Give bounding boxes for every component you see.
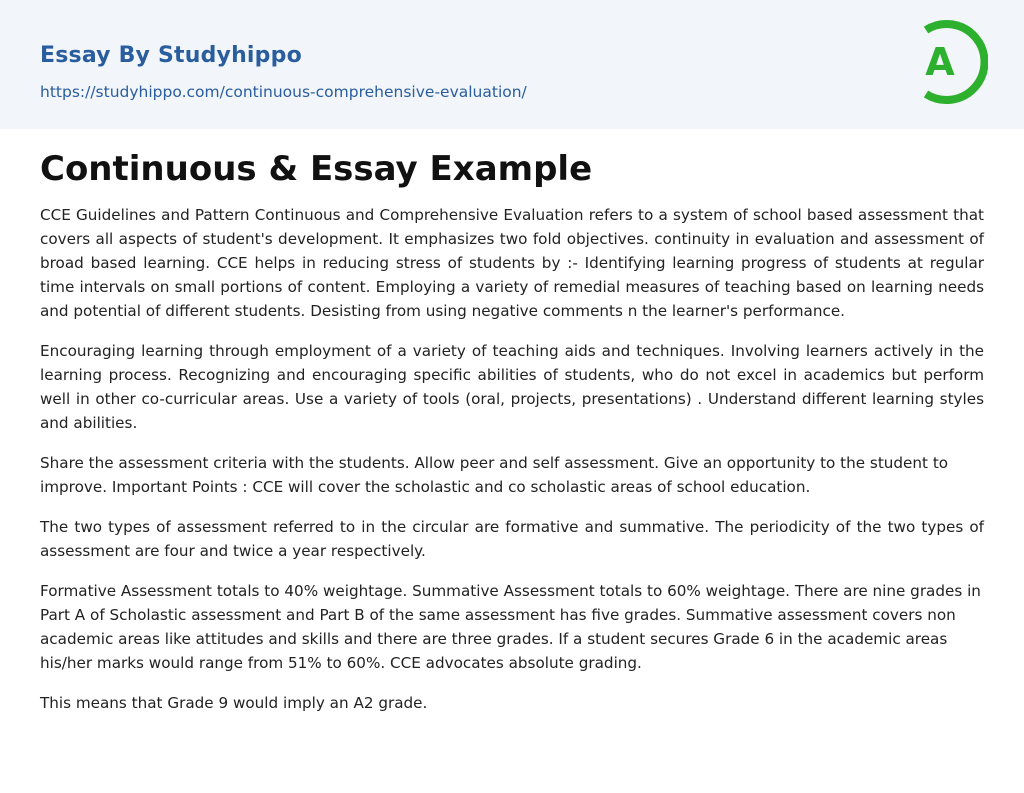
paragraph-5: Formative Assessment totals to 40% weightage. Summative Assessment totals to 60% weightage. There are nine grades in Part A of Scholastic assessment and Part B of the same assessment has five grades. Summative assessment covers non academic areas like attitudes and skills and there are three grades. If a student secures Grade 6 in the academic areas his/her marks would range from 51% to 60%. CCE advocates absolute grading. — [40, 582, 981, 672]
brand-title[interactable]: Essay By Studyhippo — [40, 43, 302, 68]
paragraph-6: This means that Grade 9 would imply an A2 grade. — [40, 694, 428, 712]
page-title: Continuous & Essay Example — [40, 149, 593, 189]
logo-letter: A — [925, 40, 955, 84]
paragraph-1: CCE Guidelines and Pattern Continuous and Comprehensive Evaluation refers to a system of school based assessment that covers all aspects of student's development. It emphasizes two fold objectives. continuity in evaluation and assessment of broad based learning. CCE helps in reducing stress of students by :- Identifying learning progress of students at regular time intervals on small portions of content. Employing a variety of remedial measures of teaching based on learning needs and potential of different students. Desisting from using negative comments n the learner's performance. — [40, 206, 984, 320]
studyhippo-logo-icon[interactable] — [910, 17, 988, 107]
article — [0, 129, 1024, 715]
site-header — [0, 0, 1024, 129]
essay-url-link[interactable]: https://studyhippo.com/continuous-comprehensive-evaluation/ — [40, 83, 527, 101]
paragraph-3: Share the assessment criteria with the students. Allow peer and self assessment. Give an opportunity to the student to improve. Important Points : CCE will cover the scholastic and co scholastic areas of school education. — [40, 454, 949, 496]
paragraph-2: Encouraging learning through employment of a variety of teaching aids and techniques. Involving learners actively in the learning process. Recognizing and encouraging specific abilities of students, who do not excel in academics but perform well in other co-curricular areas. Use a variety of tools (oral, projects, presentations) . Understand different learning styles and abilities. — [40, 342, 984, 432]
paragraph-4: The two types of assessment referred to in the circular are formative and summative. The periodicity of the two types of assessment are four and twice a year respectively. — [40, 518, 984, 560]
